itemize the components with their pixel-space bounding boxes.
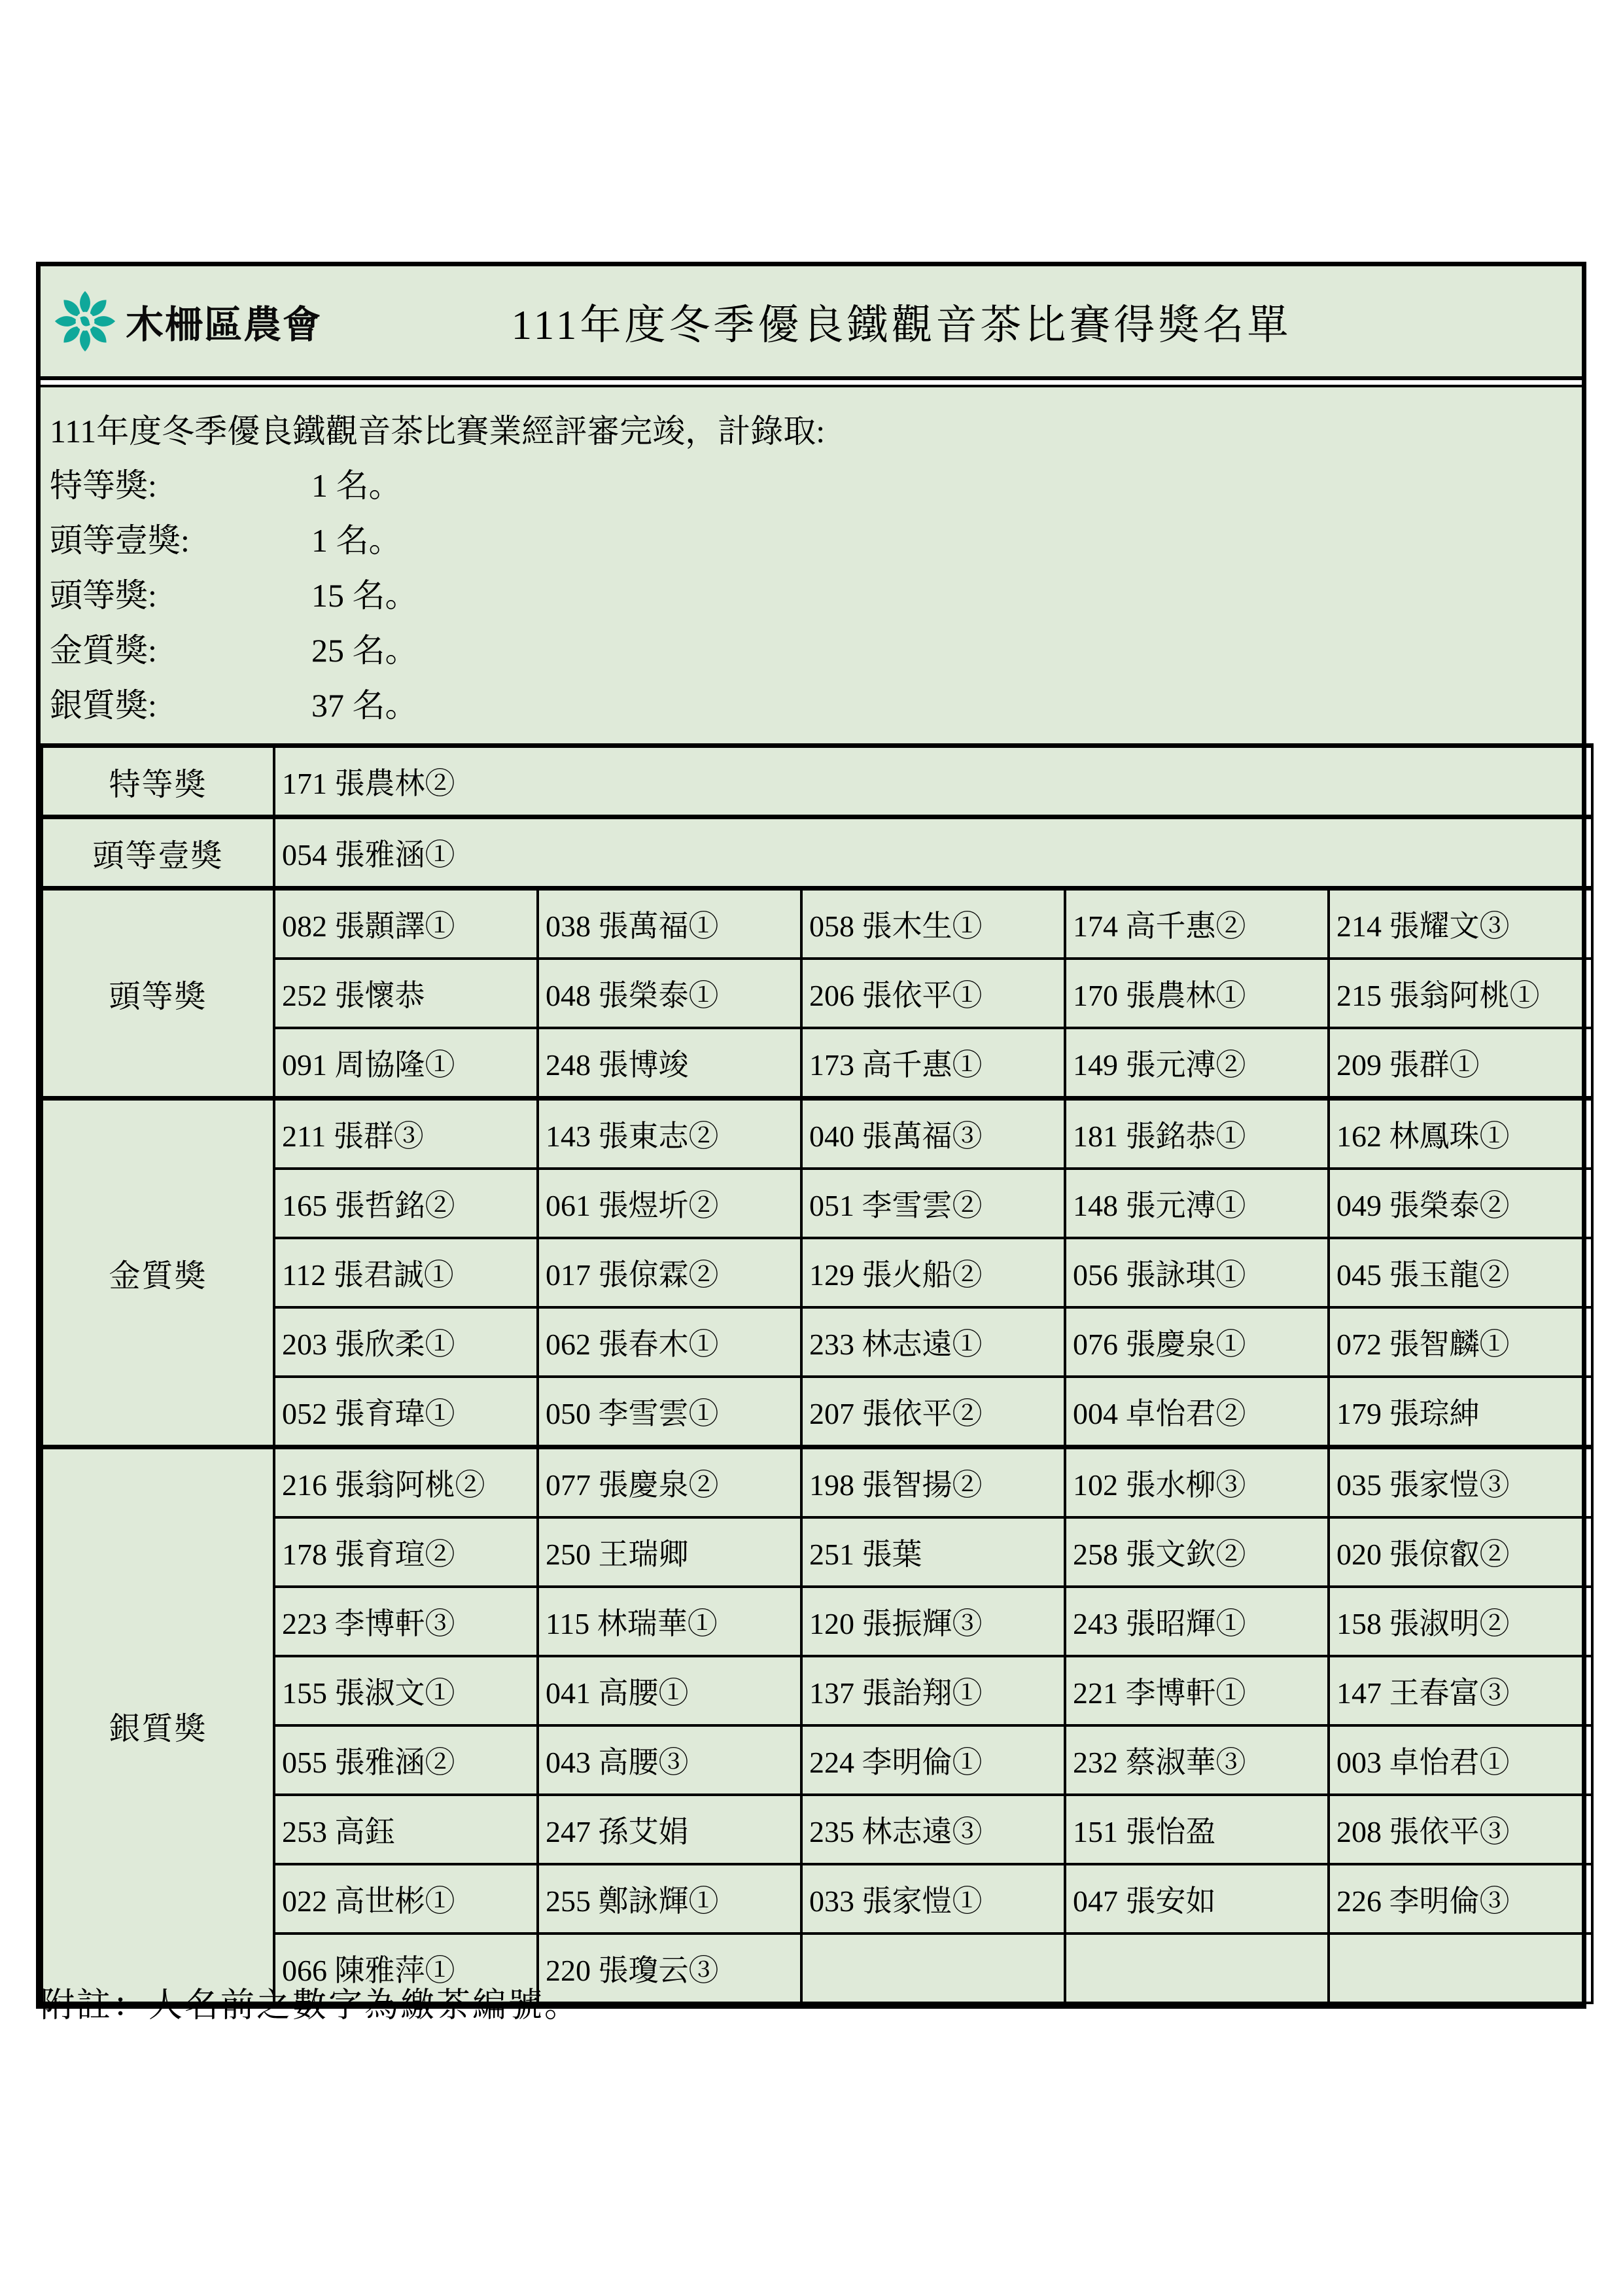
table-row bbox=[42, 1864, 1592, 1934]
title-area bbox=[322, 292, 1566, 351]
winner-cell: 149 張元溥② bbox=[1065, 1028, 1329, 1099]
intro-line bbox=[50, 678, 1575, 733]
intro-award-count: 1 名。 bbox=[311, 467, 402, 504]
award-label-cell: 銀質獎 bbox=[42, 1447, 274, 2004]
winner-cell: 173 高千惠① bbox=[801, 1028, 1065, 1099]
winner-cell: 223 李博軒③ bbox=[274, 1587, 538, 1656]
winner-cell: 115 林瑞華① bbox=[538, 1587, 801, 1656]
winner-cell: 208 張依平③ bbox=[1329, 1795, 1592, 1864]
winner-cell: 250 王瑞卿 bbox=[538, 1517, 801, 1587]
winner-cell: 120 張振輝③ bbox=[801, 1587, 1065, 1656]
winner-cell: 174 高千惠② bbox=[1065, 889, 1329, 959]
intro-award-count: 1 名。 bbox=[311, 522, 402, 559]
org-logo-block bbox=[54, 290, 322, 353]
intro-line bbox=[50, 568, 1575, 623]
winner-cell: 052 張育瑋① bbox=[274, 1377, 538, 1447]
winner-cell: 137 張詒翔① bbox=[801, 1656, 1065, 1725]
winner-cell: 041 高腰① bbox=[538, 1656, 801, 1725]
table-row bbox=[42, 889, 1592, 959]
winner-cell: 209 張群① bbox=[1329, 1028, 1592, 1099]
winner-cell: 017 張倞霖② bbox=[538, 1238, 801, 1307]
page-title: 111年度冬季優良鐵觀音茶比賽得獎名單 bbox=[511, 302, 1292, 348]
winner-cell: 165 張哲銘② bbox=[274, 1169, 538, 1238]
table-row bbox=[42, 746, 1592, 817]
winner-cell: 171 張農林② bbox=[274, 746, 1592, 817]
winner-cell: 181 張銘恭① bbox=[1065, 1099, 1329, 1169]
winner-cell: 020 張倞叡② bbox=[1329, 1517, 1592, 1587]
winner-cell: 058 張木生① bbox=[801, 889, 1065, 959]
table-row bbox=[42, 1169, 1592, 1238]
table-row bbox=[42, 1795, 1592, 1864]
winner-cell: 247 孫艾娟 bbox=[538, 1795, 801, 1864]
table-row bbox=[42, 1587, 1592, 1656]
winner-cell: 211 張群③ bbox=[274, 1099, 538, 1169]
winner-cell: 049 張榮泰② bbox=[1329, 1169, 1592, 1238]
winner-cell: 258 張文欽② bbox=[1065, 1517, 1329, 1587]
intro-summary bbox=[41, 387, 1582, 743]
table-row bbox=[42, 1725, 1592, 1795]
table-row bbox=[42, 959, 1592, 1028]
table-row bbox=[42, 817, 1592, 889]
winner-cell: 215 張翁阿桃① bbox=[1329, 959, 1592, 1028]
winner-cell: 252 張懷恭 bbox=[274, 959, 538, 1028]
winner-cell: 003 卓怡君① bbox=[1329, 1725, 1592, 1795]
winner-cell: 232 蔡淑華③ bbox=[1065, 1725, 1329, 1795]
table-row bbox=[42, 1238, 1592, 1307]
winner-cell: 151 張怡盈 bbox=[1065, 1795, 1329, 1864]
awards-table bbox=[41, 743, 1594, 2004]
winner-cell: 054 張雅涵① bbox=[274, 817, 1592, 889]
table-row bbox=[42, 1447, 1592, 1518]
winner-cell: 091 周協隆① bbox=[274, 1028, 538, 1099]
award-label-cell: 頭等獎 bbox=[42, 889, 274, 1099]
winner-cell: 077 張慶泉② bbox=[538, 1447, 801, 1518]
winner-cell: 082 張顥譯① bbox=[274, 889, 538, 959]
winner-cell: 216 張翁阿桃② bbox=[274, 1447, 538, 1518]
award-label-cell: 頭等壹獎 bbox=[42, 817, 274, 889]
winner-cell: 066 陳雅萍① bbox=[274, 1934, 538, 2003]
winner-cell: 038 張萬福① bbox=[538, 889, 801, 959]
winner-cell: 255 鄭詠輝① bbox=[538, 1864, 801, 1934]
winner-cell: 050 李雪雲① bbox=[538, 1377, 801, 1447]
table-row bbox=[42, 1099, 1592, 1169]
winner-cell: 129 張火船② bbox=[801, 1238, 1065, 1307]
winner-cell: 047 張安如 bbox=[1065, 1864, 1329, 1934]
winner-cell: 062 張春木① bbox=[538, 1307, 801, 1377]
table-row bbox=[42, 1307, 1592, 1377]
winner-cell: 155 張淑文① bbox=[274, 1656, 538, 1725]
winner-cell: 243 張昭輝① bbox=[1065, 1587, 1329, 1656]
winner-cell: 207 張依平② bbox=[801, 1377, 1065, 1447]
table-row bbox=[42, 1656, 1592, 1725]
table-row bbox=[42, 1028, 1592, 1099]
winner-cell: 221 李博軒① bbox=[1065, 1656, 1329, 1725]
intro-award-count: 25 名。 bbox=[311, 632, 418, 669]
farmers-association-logo-icon bbox=[54, 290, 116, 353]
intro-award-label: 金質獎: bbox=[50, 632, 157, 669]
winner-cell bbox=[1065, 1934, 1329, 2003]
winner-cell: 004 卓怡君② bbox=[1065, 1377, 1329, 1447]
winner-cell: 033 張家愷① bbox=[801, 1864, 1065, 1934]
winner-cell: 179 張琮紳 bbox=[1329, 1377, 1592, 1447]
document-header bbox=[41, 266, 1582, 380]
winner-cell: 040 張萬福③ bbox=[801, 1099, 1065, 1169]
winner-cell: 043 高腰③ bbox=[538, 1725, 801, 1795]
winner-cell: 233 林志遠① bbox=[801, 1307, 1065, 1377]
winner-cell: 170 張農林① bbox=[1065, 959, 1329, 1028]
intro-line bbox=[50, 458, 1575, 513]
intro-award-label: 頭等獎: bbox=[50, 577, 157, 614]
winner-cell: 235 林志遠③ bbox=[801, 1795, 1065, 1864]
winner-cell: 147 王春富③ bbox=[1329, 1656, 1592, 1725]
winner-cell: 198 張智揚② bbox=[801, 1447, 1065, 1518]
winner-cell: 251 張葉 bbox=[801, 1517, 1065, 1587]
winner-cell: 226 李明倫③ bbox=[1329, 1864, 1592, 1934]
winner-cell: 162 林鳳珠① bbox=[1329, 1099, 1592, 1169]
winner-cell: 112 張君誠① bbox=[274, 1238, 538, 1307]
winner-cell: 072 張智麟① bbox=[1329, 1307, 1592, 1377]
winner-cell: 022 高世彬① bbox=[274, 1864, 538, 1934]
intro-line bbox=[50, 513, 1575, 568]
winner-cell: 148 張元溥① bbox=[1065, 1169, 1329, 1238]
winner-cell: 203 張欣柔① bbox=[274, 1307, 538, 1377]
winner-cell: 248 張博竣 bbox=[538, 1028, 801, 1099]
winner-cell: 048 張榮泰① bbox=[538, 959, 801, 1028]
winner-cell: 076 張慶泉① bbox=[1065, 1307, 1329, 1377]
intro-award-count: 15 名。 bbox=[311, 577, 418, 614]
footnote: 附註：人名前之數字為繳茶編號。 bbox=[41, 1987, 581, 2024]
winner-cell: 061 張煜圻② bbox=[538, 1169, 801, 1238]
intro-award-label: 銀質獎: bbox=[50, 687, 157, 724]
winner-cell: 055 張雅涵② bbox=[274, 1725, 538, 1795]
winner-cell: 056 張詠琪① bbox=[1065, 1238, 1329, 1307]
award-label-cell: 特等獎 bbox=[42, 746, 274, 817]
intro-heading: 111年度冬季優良鐵觀音茶比賽業經評審完竣，計錄取: bbox=[50, 413, 826, 450]
winner-cell: 102 張水柳③ bbox=[1065, 1447, 1329, 1518]
intro-award-count: 37 名。 bbox=[311, 687, 418, 724]
winner-cell: 045 張玉龍② bbox=[1329, 1238, 1592, 1307]
double-rule-gap bbox=[41, 380, 1582, 387]
winner-cell: 158 張淑明② bbox=[1329, 1587, 1592, 1656]
winner-cell: 143 張東志② bbox=[538, 1099, 801, 1169]
intro-line bbox=[50, 623, 1575, 678]
table-row bbox=[42, 1517, 1592, 1587]
winner-cell: 224 李明倫① bbox=[801, 1725, 1065, 1795]
winner-cell bbox=[801, 1934, 1065, 2003]
award-label-cell: 金質獎 bbox=[42, 1099, 274, 1447]
winner-cell bbox=[1329, 1934, 1592, 2003]
award-document bbox=[36, 262, 1586, 2009]
winner-cell: 178 張育瑄② bbox=[274, 1517, 538, 1587]
winner-cell: 206 張依平① bbox=[801, 959, 1065, 1028]
winner-cell: 220 張瓊云③ bbox=[538, 1934, 801, 2003]
winner-cell: 253 高鈺 bbox=[274, 1795, 538, 1864]
winner-cell: 214 張耀文③ bbox=[1329, 889, 1592, 959]
org-name: 木柵區農會 bbox=[126, 304, 323, 346]
winner-cell: 035 張家愷③ bbox=[1329, 1447, 1592, 1518]
winner-cell: 051 李雪雲② bbox=[801, 1169, 1065, 1238]
intro-award-label: 特等獎: bbox=[50, 467, 157, 504]
table-row bbox=[42, 1377, 1592, 1447]
intro-award-label: 頭等壹獎: bbox=[50, 522, 190, 559]
